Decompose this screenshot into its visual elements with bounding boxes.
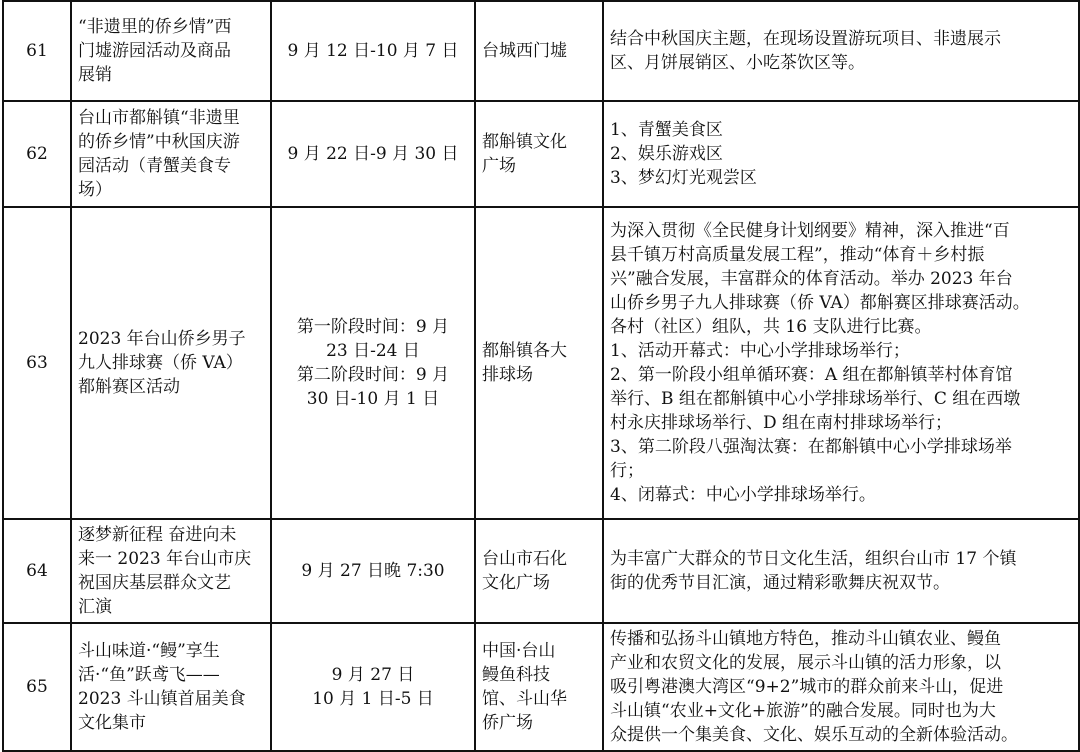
row-number: 63 <box>3 207 71 519</box>
event-name: 逐梦新征程 奋进向未 来一 2023 年台山市庆 祝国庆基层群众文艺 汇演 <box>71 519 271 623</box>
table-row <box>3 101 1079 207</box>
row-number: 62 <box>3 101 71 207</box>
event-date: 9 月 27 日晚 7:30 <box>271 519 475 623</box>
row-number: 64 <box>3 519 71 623</box>
event-place: 中国·台山 鳗鱼科技 馆、斗山华 侨广场 <box>475 623 603 751</box>
event-description: 结合中秋国庆主题，在现场设置游玩项目、非遗展示 区、月饼展销区、小吃茶饮区等。 <box>603 1 1079 101</box>
event-description: 1、青蟹美食区 2、娱乐游戏区 3、梦幻灯光观尝区 <box>603 101 1079 207</box>
event-place: 都斛镇各大 排球场 <box>475 207 603 519</box>
event-date: 第一阶段时间：9 月 23 日-24 日 第二阶段时间：9 月 30 日-10 月 1 日 <box>271 207 475 519</box>
event-date: 9 月 12 日-10 月 7 日 <box>271 1 475 101</box>
event-name: “非遗里的侨乡情”西 门墟游园活动及商品 展销 <box>71 1 271 101</box>
events-table <box>2 0 1080 752</box>
table-row <box>3 207 1079 519</box>
event-name: 2023 年台山侨乡男子 九人排球赛（侨 VA） 都斛赛区活动 <box>71 207 271 519</box>
event-place: 台城西门墟 <box>475 1 603 101</box>
row-number: 61 <box>3 1 71 101</box>
event-name: 台山市都斛镇“非遗里 的侨乡情”中秋国庆游 园活动（青蟹美食专 场） <box>71 101 271 207</box>
event-place: 台山市石化 文化广场 <box>475 519 603 623</box>
table-row <box>3 519 1079 623</box>
event-name: 斗山味道·“鳗”享生 活·“鱼”跃鸢飞—— 2023 斗山镇首届美食 文化集市 <box>71 623 271 751</box>
event-description: 传播和弘扬斗山镇地方特色，推动斗山镇农业、鳗鱼 产业和农贸文化的发展，展示斗山镇的活力形象，以 吸引粤港澳大湾区“9+2”城市的群众前来斗山，促进 斗山镇“农业+文化+旅游”的融合发展。同时也为大 众提供一个集美食、文化、娱乐互动的全新体验活动。 <box>603 623 1079 751</box>
event-date: 9 月 22 日-9 月 30 日 <box>271 101 475 207</box>
event-description: 为丰富广大群众的节日文化生活，组织台山市 17 个镇 街的优秀节目汇演，通过精彩歌舞庆祝双节。 <box>603 519 1079 623</box>
event-description: 为深入贯彻《全民健身计划纲要》精神，深入推进“百 县千镇万村高质量发展工程”，推动“体育＋乡村振 兴”融合发展，丰富群众的体育活动。举办 2023 年台 山侨乡男子九人排球赛（侨 VA）都斛赛区排球赛活动。 各村（社区）组队，共 16 支队进行比赛。 1、活动开幕式：中心小学排球场举行； 2、第一阶段小组单循环赛：A 组在都斛镇莘村体育馆 举行、B 组在都斛镇中心小学排球场举行、C 组在西墩 村永庆排球场举行、D 组在南村排球场举行； 3、第二阶段八强淘汰赛：在都斛镇中心小学排球场举 行； 4、闭幕式：中心小学排球场举行。 <box>603 207 1079 519</box>
row-number: 65 <box>3 623 71 751</box>
table-row <box>3 1 1079 101</box>
event-date: 9 月 27 日 10 月 1 日-5 日 <box>271 623 475 751</box>
event-place: 都斛镇文化 广场 <box>475 101 603 207</box>
table-row <box>3 623 1079 751</box>
